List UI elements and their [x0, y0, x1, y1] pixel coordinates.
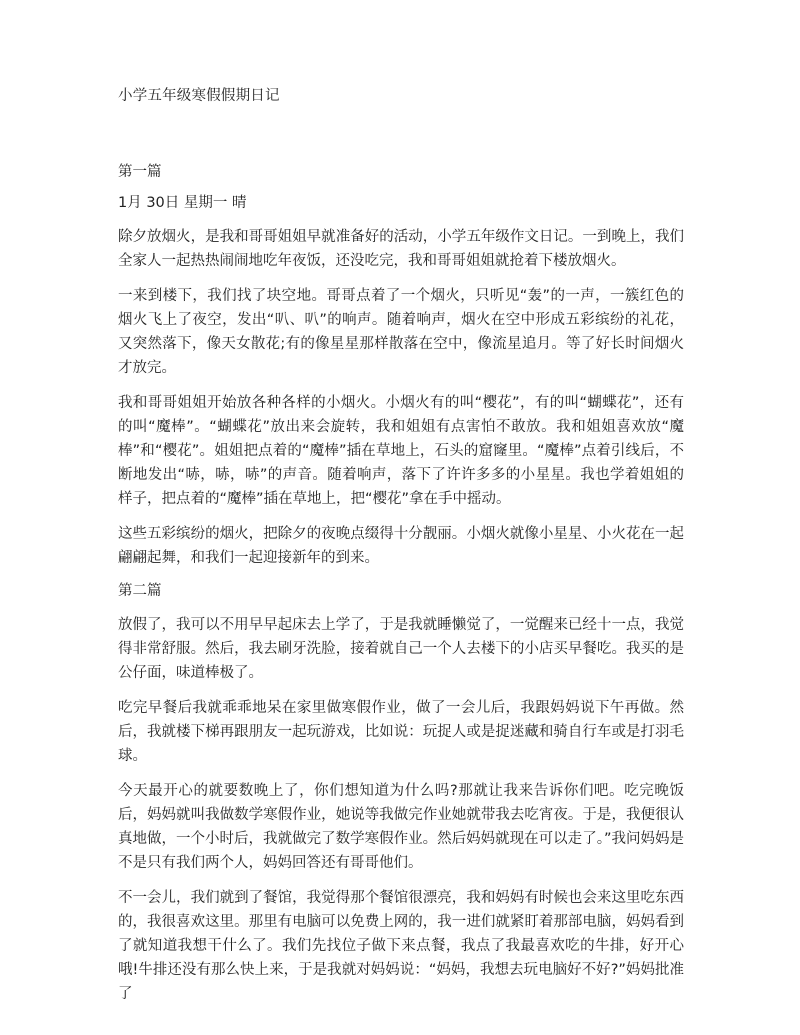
section-first [118, 162, 684, 570]
section-heading: 第一篇 [118, 164, 162, 180]
paragraph: 放假了，我可以不用早早起床去上学了，于是我就睡懒觉了，一觉醒来已经十一点，我觉得非常舒服。然后，我去刷牙洗脸，接着就自己一个人去楼下的小店买早餐吃。我买的是公仔面，味道棒极了。 [118, 617, 684, 681]
paragraph: 今天最开心的就要数晚上了，你们想知道为什么吗?那就让我来告诉你们吧。吃完晚饭后，妈妈就叫我做数学寒假作业，她说等我做完作业她就带我去吃宵夜。于是，我便很认真地做，一个小时后，我就做完了数学寒假作业。然后妈妈就现在可以走了。”我问妈妈是不是只有我们两个人，妈妈回答还有哥哥他们。 [118, 783, 684, 871]
document-page [118, 86, 684, 1017]
paragraph: 一来到楼下，我们找了块空地。哥哥点着了一个烟火，只听见“轰”的一声，一簇红色的烟火飞上了夜空，发出“叭、叭”的响声。随着响声，烟火在空中形成五彩缤纷的礼花，又突然落下，像天女散花;有的像星星那样散落在空中，像流星追月。等了好长时间烟火才放完。 [118, 288, 684, 376]
paragraph: 吃完早餐后我就乖乖地呆在家里做寒假作业，做了一会儿后，我跟妈妈说下午再做。然后，我就楼下梯再跟朋友一起玩游戏，比如说：玩捉人或是捉迷藏和骑自行车或是打羽毛球。 [118, 700, 684, 764]
paragraph: 不一会儿，我们就到了餐馆，我觉得那个餐馆很漂亮，我和妈妈有时候也会来这里吃东西的，我很喜欢这里。那里有电脑可以免费上网的，我一进们就紧盯着那部电脑，妈妈看到了就知道我想干什么了。我们先找位子做下来点餐，我点了我最喜欢吃的牛排，好开心哦!牛排还没有那么快上来，于是我就对妈妈说：“妈妈，我想去玩电脑好不好?”妈妈批准了 [118, 890, 684, 1002]
document-title: 小学五年级寒假假期日记 [118, 88, 280, 104]
paragraph: 我和哥哥姐姐开始放各种各样的小烟火。小烟火有的叫“樱花”，有的叫“蝴蝶花”，还有的叫“魔棒”。“蝴蝶花”放出来会旋转，我和姐姐有点害怕不敢放。我和姐姐喜欢放“魔棒”和“樱花”。姐姐把点着的“魔棒”插在草地上，石头的窟窿里。“魔棒”点着引线后，不断地发出“哧，哧，哧”的声音。随着响声，落下了许许多多的小星星。我也学着姐姐的样子，把点着的“魔棒”插在草地上，把“樱花”拿在手中摇动。 [118, 395, 684, 507]
section-second [118, 581, 684, 1006]
paragraph: 这些五彩缤纷的烟火，把除夕的夜晚点缀得十分靓丽。小烟火就像小星星、小火花在一起翩翩起舞，和我们一起迎接新年的到来。 [118, 526, 684, 566]
diary-date: 1月 30日 星期一 晴 [118, 195, 247, 211]
section-heading: 第二篇 [118, 583, 162, 599]
paragraph: 除夕放烟火，是我和哥哥姐姐早就准备好的活动，小学五年级作文日记。一到晚上，我们全家人一起热热闹闹地吃年夜饭，还没吃完，我和哥哥姐姐就抢着下楼放烟火。 [118, 229, 684, 269]
